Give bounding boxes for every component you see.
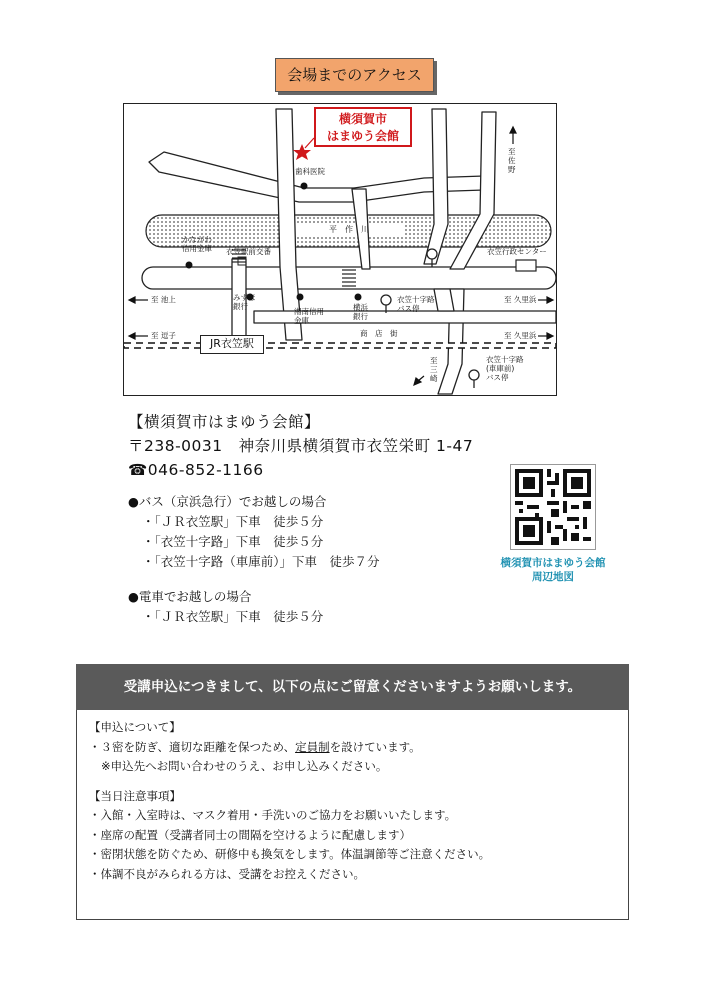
venue-info <box>128 410 473 627</box>
to-sakuno-label: 至 佐 野 <box>508 147 516 174</box>
notice-body <box>76 710 629 920</box>
yokohama-bank-label: 横浜 銀行 <box>353 303 368 321</box>
notice-item: ・座席の配置（受講者同士の間隔を空けるように配慮します） <box>89 827 411 842</box>
notice-section-title: 【申込について】 <box>89 720 181 734</box>
bus-item: ・「衣笠十字路（車庫前）」下車 徒歩７分 <box>142 554 380 569</box>
shopping-street-label: 商 店 街 <box>360 329 398 338</box>
notice-item: ・体調不良がみられる方は、受講をお控えください。 <box>89 866 365 881</box>
page-title: 会場までのアクセス <box>275 58 434 92</box>
notice-heading: 受講申込につきまして、以下の点にご留意くださいますようお願いします。 <box>76 664 629 710</box>
venue-label-box <box>314 107 412 147</box>
kanagawa-bank-label: かながわ 信用金庫 <box>182 235 212 253</box>
venue-label-line2: はまゆう会館 <box>326 129 399 143</box>
notice-line: ・３密を防ぎ、適切な距離を保つため、定員制を設けています。 <box>89 739 421 754</box>
capacity-limit-text: 定員制 <box>295 739 330 754</box>
admin-center-label: 衣笠行政センター <box>487 247 547 256</box>
venue-name: 【横須賀市はまゆう会館】 <box>128 413 321 431</box>
to-kurihama-label-2: 至 久里浜 <box>504 331 537 340</box>
bus-stop-garage-label: 衣笠十字路 (車庫前) バス停 <box>486 355 524 382</box>
to-misaki-label: 至 三 崎 <box>430 356 438 383</box>
notice-item: ・入館・入室時は、マスク着用・手洗いのご協力をお願いいたします。 <box>89 808 457 822</box>
notice-line: ※申込先へお問い合わせのうえ、お申し込みください。 <box>101 759 388 773</box>
dental-clinic-label: 歯科医院 <box>295 167 325 176</box>
access-map <box>123 103 557 396</box>
venue-star <box>293 144 311 160</box>
qr-code[interactable] <box>510 464 596 550</box>
train-heading: ●電車でお越しの場合 <box>128 589 252 604</box>
venue-phone: ☎046-852-1166 <box>128 461 264 479</box>
venue-label-line1: 横須賀市 <box>338 112 387 126</box>
mizuho-bank-label: みずほ 銀行 <box>233 293 256 311</box>
koban-label: 衣笠駅前交番 <box>226 247 271 256</box>
shonan-bank-label: 湘南信用 金庫 <box>294 307 324 325</box>
to-zushi-label: 至 逗子 <box>151 331 176 340</box>
to-ikegami-label: 至 池上 <box>151 295 176 304</box>
train-item: ・「ＪＲ衣笠駅」下車 徒歩５分 <box>142 609 324 624</box>
notice-item: ・密閉状態を防ぐため、研修中も換気をします。体温調節等ご注意ください。 <box>89 847 491 861</box>
qr-caption: 横須賀市はまゆう会館 周辺地図 <box>500 557 606 583</box>
venue-address: 〒238-0031 神奈川県横須賀市衣笠栄町 1-47 <box>128 437 474 455</box>
bus-item: ・「衣笠十字路」下車 徒歩５分 <box>142 534 324 549</box>
station-label: JR衣笠駅 <box>200 335 264 354</box>
notice-section-title: 【当日注意事項】 <box>89 788 181 803</box>
to-kurihama-label-1: 至 久里浜 <box>504 295 537 304</box>
bus-item: ・「ＪＲ衣笠駅」下車 徒歩５分 <box>142 514 324 529</box>
bus-heading: ●バス（京浜急行）でお越しの場合 <box>128 494 327 509</box>
bus-stop-label: 衣笠十字路 バス停 <box>397 295 435 313</box>
river-label: 平 作 川 <box>329 225 369 234</box>
qr-code-icon <box>511 465 595 549</box>
